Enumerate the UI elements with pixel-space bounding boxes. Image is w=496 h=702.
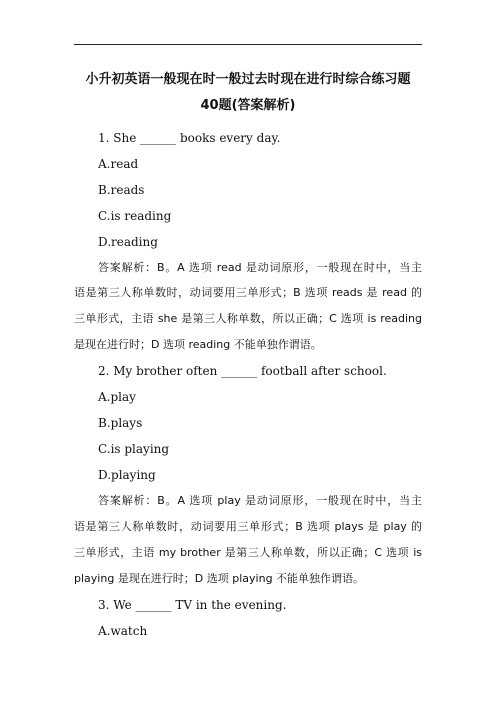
question-2-stem: 2. My brother often ______ football after school.	[98, 364, 387, 378]
question-2-explanation-line-2: 语是第三人称单数时，动词要用三单形式；B 选项 plays 是 play 的	[74, 520, 422, 533]
question-2-option-c: C.is playing	[98, 442, 170, 456]
question-1-option-c: C.is reading	[98, 209, 172, 223]
question-2-explanation-line-4: playing 是现在进行时；D 选项 playing 不能单独作谓语。	[74, 572, 365, 585]
document-title: 小升初英语一般现在时一般过去时现在进行时综合练习题	[85, 72, 411, 87]
question-2-option-d: D.playing	[98, 468, 156, 482]
document-title-line2: 40题(答案解析)	[200, 98, 296, 113]
question-1-option-b: B.reads	[98, 183, 145, 197]
question-2-explanation-line-3: 三单形式，主语 my brother 是第三人称单数，所以正确；C 选项 is	[74, 546, 422, 559]
header-rule	[74, 44, 422, 45]
question-1-option-a: A.read	[98, 157, 139, 171]
question-1-explanation-line-2: 语是第三人称单数时，动词要用三单形式；B 选项 reads 是 read 的	[74, 286, 422, 299]
question-1-option-d: D.reading	[98, 235, 158, 249]
question-2-explanation-line-1: 答案解析：B。A 选项 play 是动词原形，一般现在时中，当主	[98, 494, 422, 507]
question-1-explanation-line-3: 三单形式，主语 she 是第三人称单数，所以正确；C 选项 is reading	[74, 312, 422, 325]
question-1-stem: 1. She ______ books every day.	[98, 131, 281, 145]
question-3-stem: 3. We ______ TV in the evening.	[98, 598, 287, 612]
question-2-option-b: B.plays	[98, 416, 143, 430]
question-3-option-a: A.watch	[98, 624, 148, 638]
question-1-explanation-line-1: 答案解析：B。A 选项 read 是动词原形，一般现在时中，当主	[98, 261, 422, 274]
question-2-option-a: A.play	[98, 390, 136, 404]
question-1-explanation-line-4: 是现在进行时；D 选项 reading 不能单独作谓语。	[74, 338, 322, 351]
